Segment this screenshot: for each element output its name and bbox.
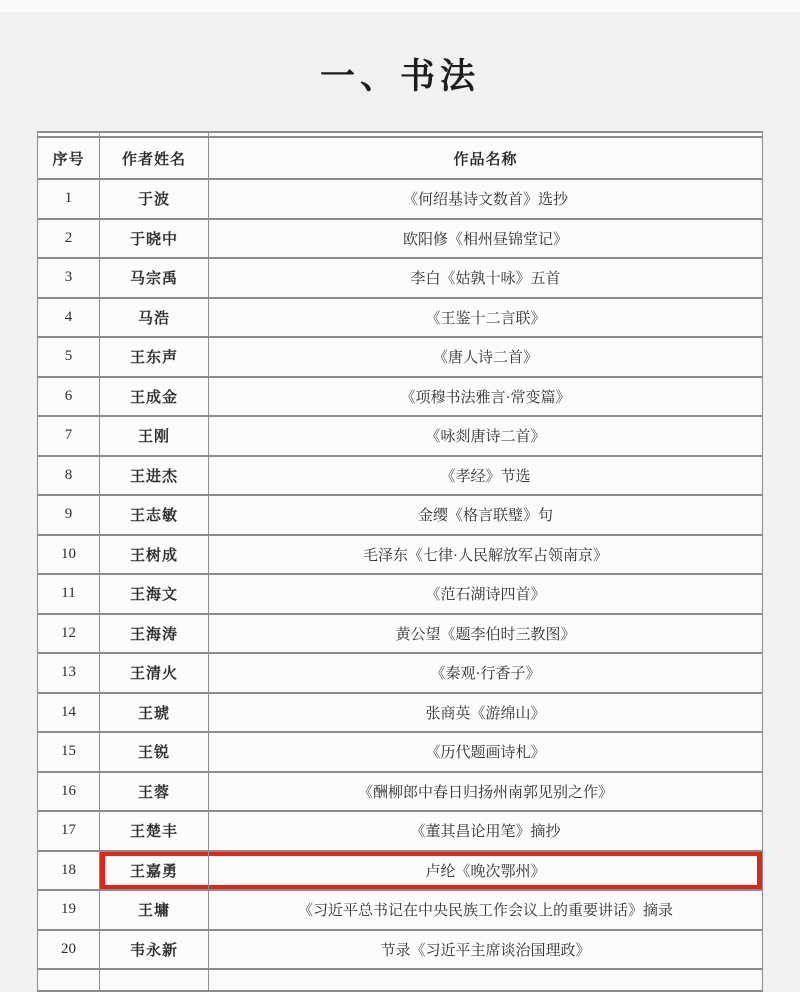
row-work-title: 《项穆书法雅言·常变篇》 — [209, 377, 763, 417]
header-serial-number: 序号 — [38, 137, 100, 179]
table-row — [38, 298, 763, 338]
row-work-title: 金缨《格言联璧》句 — [209, 495, 763, 535]
row-serial-number: 11 — [38, 574, 100, 614]
row-work-title: 节录《习近平主席谈治国理政》 — [209, 930, 763, 970]
row-serial-number: 14 — [38, 693, 100, 733]
table-body — [38, 179, 763, 969]
row-author-name: 韦永新 — [100, 930, 209, 970]
row-serial-number: 5 — [38, 337, 100, 377]
page-title: 一、书法 — [319, 57, 480, 97]
page-top-strip — [0, 0, 800, 13]
row-work-title: 《唐人诗二首》 — [209, 337, 763, 377]
row-work-title: 毛泽东《七律·人民解放军占领南京》 — [209, 535, 763, 575]
partial-next-row — [38, 969, 763, 991]
row-author-name: 王海文 — [100, 574, 209, 614]
row-author-name: 于波 — [100, 179, 209, 219]
partial-cell — [38, 969, 100, 991]
table-row — [38, 219, 763, 259]
partial-cell — [209, 969, 763, 991]
row-author-name: 王清火 — [100, 653, 209, 693]
row-serial-number: 10 — [38, 535, 100, 575]
table-row — [38, 614, 763, 654]
row-serial-number: 18 — [38, 851, 100, 891]
table-row — [38, 535, 763, 575]
header-work-title: 作品名称 — [209, 137, 763, 179]
row-serial-number: 13 — [38, 653, 100, 693]
row-author-name: 王刚 — [100, 416, 209, 456]
row-serial-number: 2 — [38, 219, 100, 259]
table-row — [38, 574, 763, 614]
row-author-name: 王成金 — [100, 377, 209, 417]
row-work-title: 李白《姑孰十咏》五首 — [209, 258, 763, 298]
row-work-title: 卢纶《晚次鄂州》 — [209, 851, 763, 891]
row-work-title: 《范石湖诗四首》 — [209, 574, 763, 614]
calligraphy-roster-table-wrap — [37, 131, 762, 992]
row-author-name: 王树成 — [100, 535, 209, 575]
row-author-name: 王琥 — [100, 693, 209, 733]
table-foot — [38, 969, 763, 991]
table-row — [38, 732, 763, 772]
row-serial-number: 19 — [38, 890, 100, 930]
row-work-title: 《何绍基诗文数首》选抄 — [209, 179, 763, 219]
row-author-name: 马宗禹 — [100, 258, 209, 298]
row-author-name: 王进杰 — [100, 456, 209, 496]
row-author-name: 王楚丰 — [100, 811, 209, 851]
row-work-title: 《习近平总书记在中央民族工作会议上的重要讲话》摘录 — [209, 890, 763, 930]
table-row — [38, 693, 763, 733]
header-author-name: 作者姓名 — [100, 137, 209, 179]
row-author-name: 马浩 — [100, 298, 209, 338]
row-author-name: 王蓉 — [100, 772, 209, 812]
row-serial-number: 4 — [38, 298, 100, 338]
row-work-title: 《酬柳郎中春日归扬州南郭见别之作》 — [209, 772, 763, 812]
row-serial-number: 7 — [38, 416, 100, 456]
table-head — [38, 132, 763, 179]
table-row — [38, 811, 763, 851]
row-serial-number: 6 — [38, 377, 100, 417]
row-work-title: 《咏剡唐诗二首》 — [209, 416, 763, 456]
row-work-title: 黄公望《题李伯时三教图》 — [209, 614, 763, 654]
row-work-title: 张商英《游绵山》 — [209, 693, 763, 733]
row-work-title: 欧阳修《相州昼锦堂记》 — [209, 219, 763, 259]
row-work-title: 《历代题画诗札》 — [209, 732, 763, 772]
row-author-name: 王墉 — [100, 890, 209, 930]
row-serial-number: 8 — [38, 456, 100, 496]
row-serial-number: 12 — [38, 614, 100, 654]
row-serial-number: 1 — [38, 179, 100, 219]
row-serial-number: 17 — [38, 811, 100, 851]
table-row — [38, 930, 763, 970]
table-row — [38, 179, 763, 219]
table-row — [38, 653, 763, 693]
row-work-title: 《孝经》节选 — [209, 456, 763, 496]
partial-cell — [100, 969, 209, 991]
calligraphy-roster-table — [37, 131, 763, 992]
row-author-name: 王海涛 — [100, 614, 209, 654]
table-row — [38, 495, 763, 535]
row-serial-number: 20 — [38, 930, 100, 970]
table-row — [38, 377, 763, 417]
table-row — [38, 456, 763, 496]
table-row — [38, 258, 763, 298]
row-work-title: 《董其昌论用笔》摘抄 — [209, 811, 763, 851]
table-row — [38, 337, 763, 377]
row-author-name: 王志敏 — [100, 495, 209, 535]
table-row — [38, 772, 763, 812]
row-author-name: 王锐 — [100, 732, 209, 772]
row-work-title: 《秦观·行香子》 — [209, 653, 763, 693]
row-work-title: 《王鉴十二言联》 — [209, 298, 763, 338]
row-serial-number: 16 — [38, 772, 100, 812]
table-row-highlighted — [38, 851, 763, 891]
table-row — [38, 416, 763, 456]
table-header-row — [38, 137, 763, 179]
row-author-name: 王东声 — [100, 337, 209, 377]
row-author-name: 王嘉勇 — [100, 851, 209, 891]
row-serial-number: 9 — [38, 495, 100, 535]
row-author-name: 于晓中 — [100, 219, 209, 259]
row-serial-number: 15 — [38, 732, 100, 772]
table-row — [38, 890, 763, 930]
row-serial-number: 3 — [38, 258, 100, 298]
